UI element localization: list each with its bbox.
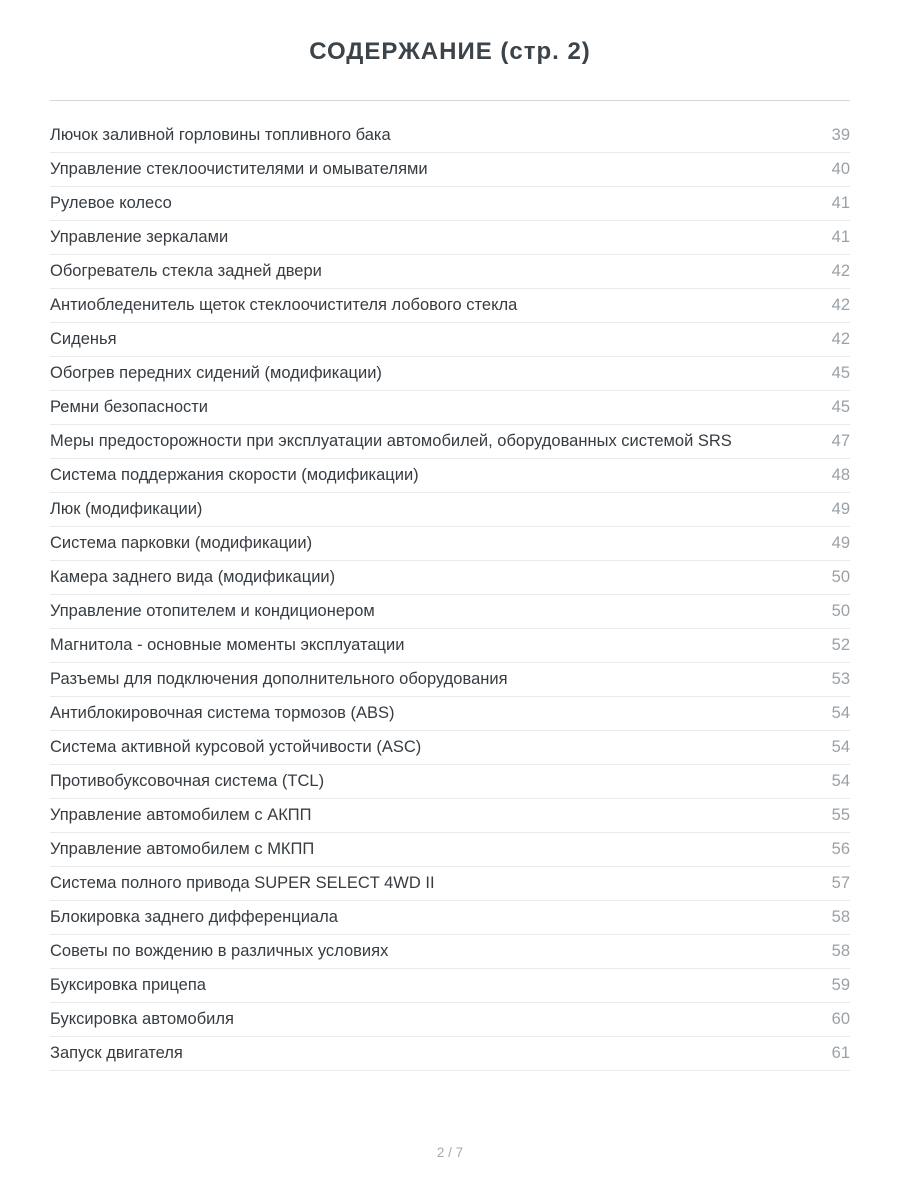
toc-row: [50, 289, 850, 323]
toc-entry-title: Система парковки (модификации): [50, 534, 313, 552]
toc-entry-title: Система поддержания скорости (модификации): [50, 466, 419, 484]
toc-entry-title: Управление зеркалами: [50, 228, 229, 246]
toc-entry-page: 60: [831, 1010, 850, 1028]
toc-row: [50, 867, 850, 901]
toc-entry-title: Лючок заливной горловины топливного бака: [50, 126, 391, 144]
toc-entry-page: 39: [831, 126, 850, 144]
toc-entry-title: Рулевое колесо: [50, 194, 172, 212]
toc-row: [50, 323, 850, 357]
toc-entry-title: Магнитола - основные моменты эксплуатации: [50, 636, 405, 654]
toc-entry-page: 58: [831, 908, 850, 926]
toc-entry-title: Управление отопителем и кондиционером: [50, 602, 375, 620]
toc-entry-page: 54: [831, 704, 850, 722]
toc-row: [50, 493, 850, 527]
toc-row: [50, 901, 850, 935]
toc-entry-title: Камера заднего вида (модификации): [50, 568, 336, 586]
toc-row: [50, 731, 850, 765]
toc-entry-page: 42: [831, 262, 850, 280]
toc-entry-page: 50: [831, 568, 850, 586]
toc-entry-title: Антиблокировочная система тормозов (ABS): [50, 704, 395, 722]
toc-entry-title: Буксировка автомобиля: [50, 1010, 234, 1028]
toc-row: [50, 187, 850, 221]
toc-entry-page: 59: [831, 976, 850, 994]
toc-entry-title: Управление автомобилем с МКПП: [50, 840, 315, 858]
toc-row: [50, 119, 850, 153]
toc-row: [50, 833, 850, 867]
toc-row: [50, 595, 850, 629]
toc-entry-page: 54: [831, 772, 850, 790]
toc-entry-page: 40: [831, 160, 850, 178]
toc-entry-page: 54: [831, 738, 850, 756]
toc-entry-title: Управление стеклоочистителями и омывателями: [50, 160, 428, 178]
toc-entry-page: 61: [831, 1044, 850, 1062]
toc-row: [50, 799, 850, 833]
toc-entry-title: Разъемы для подключения дополнительного оборудования: [50, 670, 508, 688]
toc-entry-title: Блокировка заднего дифференциала: [50, 908, 338, 926]
toc-entry-page: 42: [831, 296, 850, 314]
toc-entry-title: Система активной курсовой устойчивости (ASC): [50, 738, 422, 756]
toc-entry-page: 48: [831, 466, 850, 484]
toc-entry-page: 47: [831, 432, 850, 450]
toc-row: [50, 527, 850, 561]
toc-entry-title: Запуск двигателя: [50, 1044, 183, 1062]
toc-row: [50, 1037, 850, 1071]
toc-row: [50, 153, 850, 187]
toc-row: [50, 663, 850, 697]
toc-entry-page: 58: [831, 942, 850, 960]
toc-entry-page: 50: [831, 602, 850, 620]
toc-entry-page: 41: [831, 194, 850, 212]
page-title: СОДЕРЖАНИЕ (стр. 2): [309, 38, 591, 65]
toc-row: [50, 969, 850, 1003]
toc-entry-page: 52: [831, 636, 850, 654]
toc-entry-page: 55: [831, 806, 850, 824]
toc-entry-title: Управление автомобилем с АКПП: [50, 806, 312, 824]
toc-entry-title: Сиденья: [50, 330, 117, 348]
toc-row: [50, 1003, 850, 1037]
toc-row: [50, 697, 850, 731]
toc-entry-page: 45: [831, 364, 850, 382]
toc-entry-page: 57: [831, 874, 850, 892]
toc-entry-title: Противобуксовочная система (TCL): [50, 772, 325, 790]
toc-entry-title: Антиобледенитель щеток стеклоочистителя лобового стекла: [50, 296, 518, 314]
document-page: [50, 0, 850, 1071]
toc-row: [50, 561, 850, 595]
toc-entry-page: 49: [831, 500, 850, 518]
toc-entry-page: 42: [831, 330, 850, 348]
toc-entry-title: Обогреватель стекла задней двери: [50, 262, 322, 280]
toc-entry-title: Советы по вождению в различных условиях: [50, 942, 389, 960]
toc-entry-title: Обогрев передних сидений (модификации): [50, 364, 382, 382]
toc-entry-title: Меры предосторожности при эксплуатации автомобилей, оборудованных системой SRS: [50, 432, 732, 450]
toc-row: [50, 935, 850, 969]
toc-row: [50, 221, 850, 255]
toc-row: [50, 255, 850, 289]
toc-entry-page: 45: [831, 398, 850, 416]
toc-row: [50, 391, 850, 425]
toc-list: [50, 119, 850, 1071]
toc-entry-page: 56: [831, 840, 850, 858]
toc-entry-title: Буксировка прицепа: [50, 976, 206, 994]
page-number-indicator: 2 / 7: [436, 1145, 464, 1160]
toc-entry-title: Ремни безопасности: [50, 398, 209, 416]
toc-row: [50, 629, 850, 663]
toc-entry-title: Система полного привода SUPER SELECT 4WD II: [50, 874, 435, 892]
toc-entry-page: 53: [831, 670, 850, 688]
toc-entry-page: 41: [831, 228, 850, 246]
title-divider: [50, 100, 850, 101]
toc-entry-page: 49: [831, 534, 850, 552]
toc-row: [50, 357, 850, 391]
toc-row: [50, 459, 850, 493]
toc-entry-title: Люк (модификации): [50, 500, 203, 518]
toc-row: [50, 765, 850, 799]
toc-row: [50, 425, 850, 459]
